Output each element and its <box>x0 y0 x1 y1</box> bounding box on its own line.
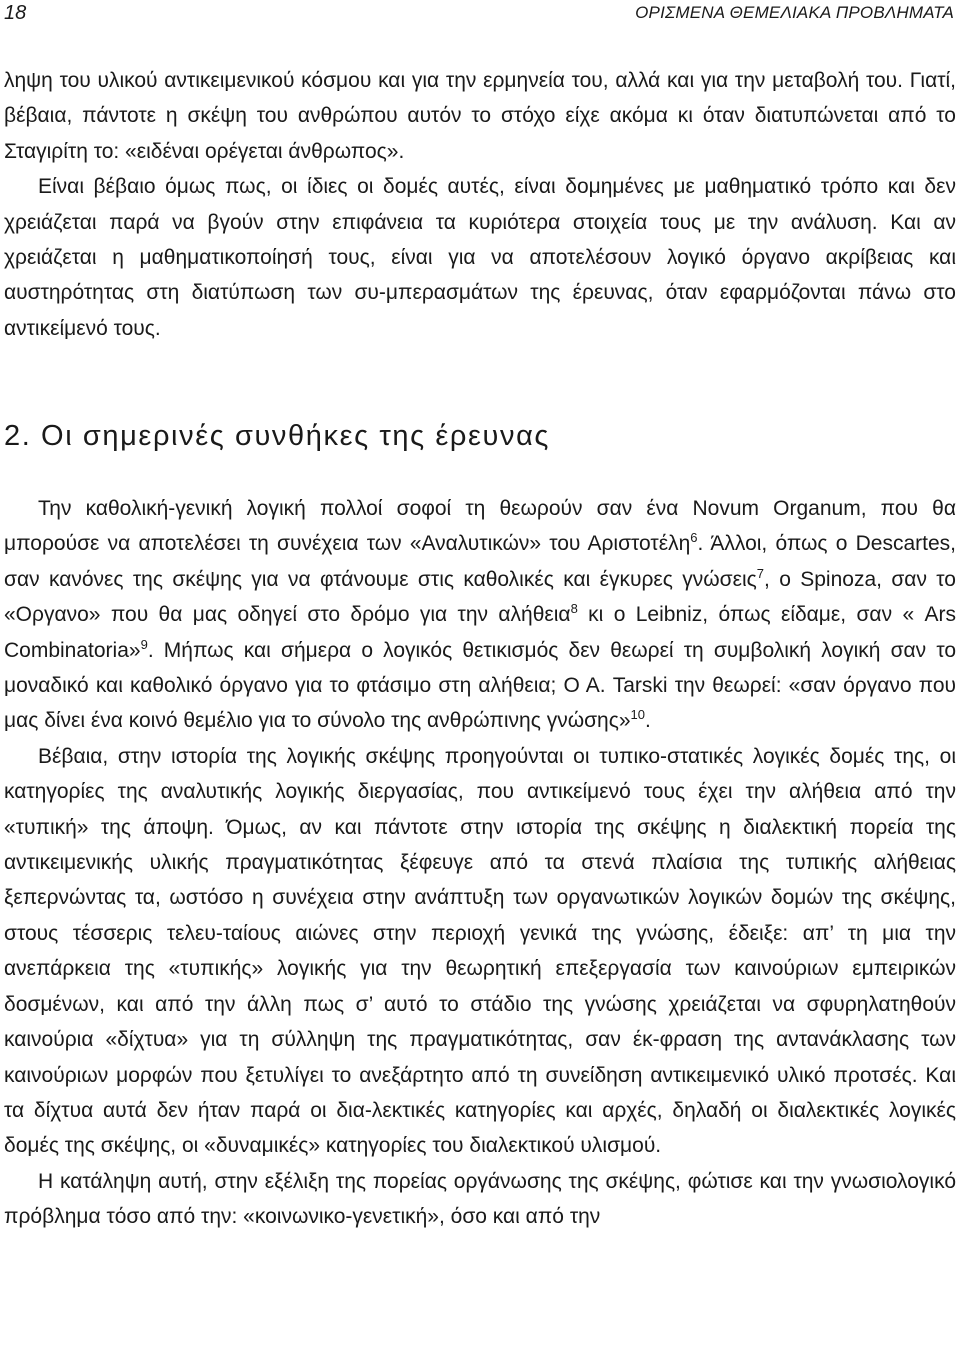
text-block-1 <box>4 63 956 346</box>
footnote-ref-10: 10 <box>630 707 645 723</box>
paragraph-continued: ληψη του υλικού αντικειμενικού κόσμου και για την ερμηνεία του, αλλά και για την μεταβολή του. Γιατί, βέβαια, πάντοτε η σκέψη του ανθρώπου αυτόν το στόχο είχε ακόμα κι όταν διατυπώνεται από το Σταγιρίτη το: «ειδέναι ορέγεται άνθρωπος». <box>4 69 956 163</box>
paragraph-mathematical-structures: Είναι βέβαιο όμως πως, οι ίδιες οι δομές αυτές, είναι δομημένες με μαθηματικό τρόπο και δεν χρειάζεται παρά να βγούν στην επιφάνεια τα κυριότερα στοιχεία τους με την ανάλυση. Και αν χρειάζεται η μαθηματικοποίησή τους, είναι για να αποτελέσουν λογικό όργανο ακρίβειας και αυστηρότητας στη διατύπωση των συ-μπερασμάτων της έρευνας, όταν εφαρμόζονται πάνω στο αντικείμενό τους. <box>4 175 956 340</box>
paragraph-epistemology: Η κατάληψη αυτή, στην εξέλιξη της πορείας οργάνωσης της σκέψης, φώτισε και την γνωσιολογικό πρόβλημα τόσο από την: «κοινωνικο-γενετική», όσο και από την <box>4 1169 956 1229</box>
text-run: . <box>645 709 651 733</box>
section-heading: 2. Οι σημερινές συνθήκες της έρευνας <box>4 420 551 452</box>
text-run: , ο Spinoza, σαν το «Οργανο» που θα μας οδηγεί στο δρόμο για την αλήθεια <box>4 567 956 627</box>
footnote-ref-8: 8 <box>570 601 578 617</box>
text-block-2 <box>4 491 956 1235</box>
text-run: κι ο Leibniz, όπως είδαμε, σαν « Ars Combinatoria» <box>4 603 956 662</box>
running-head: ΟΡΙΣΜΕΝΑ ΘΕΜΕΛΙΑΚΑ ΠΡΟΒΛΗΜΑΤΑ <box>635 3 954 22</box>
text-run: . Μήπως και σήμερα ο λογικός θετικισμός δεν θεωρεί τη συμβολική λογική σαν το μοναδικό και καθολικό όργανο για το φτάσιμο στη αλήθεια; Ο Α. Tarski την θεωρεί: «σαν όργανο που μας δίνει ένα κοινό θεμέλιο για το σύνολο της ανθρώπινης γνώσης» <box>4 638 956 733</box>
paragraph-universal-logic <box>4 491 956 739</box>
page-header <box>0 0 960 30</box>
page-number: 18 <box>4 2 27 24</box>
text-run: . Άλλοι, όπως ο Descartes, σαν κανόνες της σκέψης για να φτάνουμε στις καθολικές και έγκυρες γνώσεις <box>4 532 956 591</box>
footnote-ref-6: 6 <box>690 530 698 546</box>
footnote-ref-7: 7 <box>756 565 764 581</box>
text-run: Την καθολική-γενική λογική πολλοί σοφοί τη θεωρούν σαν ένα Novum Organum, που θα μπορούσε να αποτελέσει τη συνέχεια των «Αναλυτικών» του Αριστοτέλη <box>4 497 956 556</box>
paragraph-history-of-logic: Βέβαια, στην ιστορία της λογικής σκέψης προηγούνται οι τυπικο-στατικές λογικές δομές της, οι κατηγορίες της αναλυτικής λογικής διεργασίας, που αντικείμενό τους έχει την αλήθεια από την «τυπική» της άποψη. Όμως, αν και πάντοτε στην ιστορία της σκέψης η διαλεκτική πορεία της αντικειμενικής υλικής πραγματικότητας ξέφευγε από τα στενά πλαίσια της τυπικής αλήθειας ξεπερνώντας τα, ωστόσο η συνέχεια στην ανάπτυξη των οργανωτικών λογικών δομών της σκέψης, στους τέσσερις τελευ-ταίους αιώνες στην περιοχή γενικά της γνώσης, έδειξε: απ’ τη μια την ανεπάρκεια της «τυπικής» λογικής για την θεωρητική επεξεργασία των καινούριων εμπειρικών δοσμένων, και από την άλλη πως σ’ αυτό το στάδιο της γνώσης χρειάζεται να σφυρηλατηθούν καινούρια «δίχτυα» για τη σύλληψη της πραγματικότητας, σαν έκ-φραση της αντανάκλασης των καινούριων μορφών που ξετυλίγει το ανεξάρτητο από τη συνείδηση αντικειμενικό υλικό προτσές. Και τα δίχτυα αυτά δεν ήταν παρά οι δια-λεκτικές κατηγορίες και αρχές, δηλαδή οι διαλεκτικές λογικές δομές της σκέψης, οι «δυναμικές» κατηγορίες του διαλεκτικού υλισμού. <box>4 744 956 1158</box>
footnote-ref-9: 9 <box>140 636 148 652</box>
